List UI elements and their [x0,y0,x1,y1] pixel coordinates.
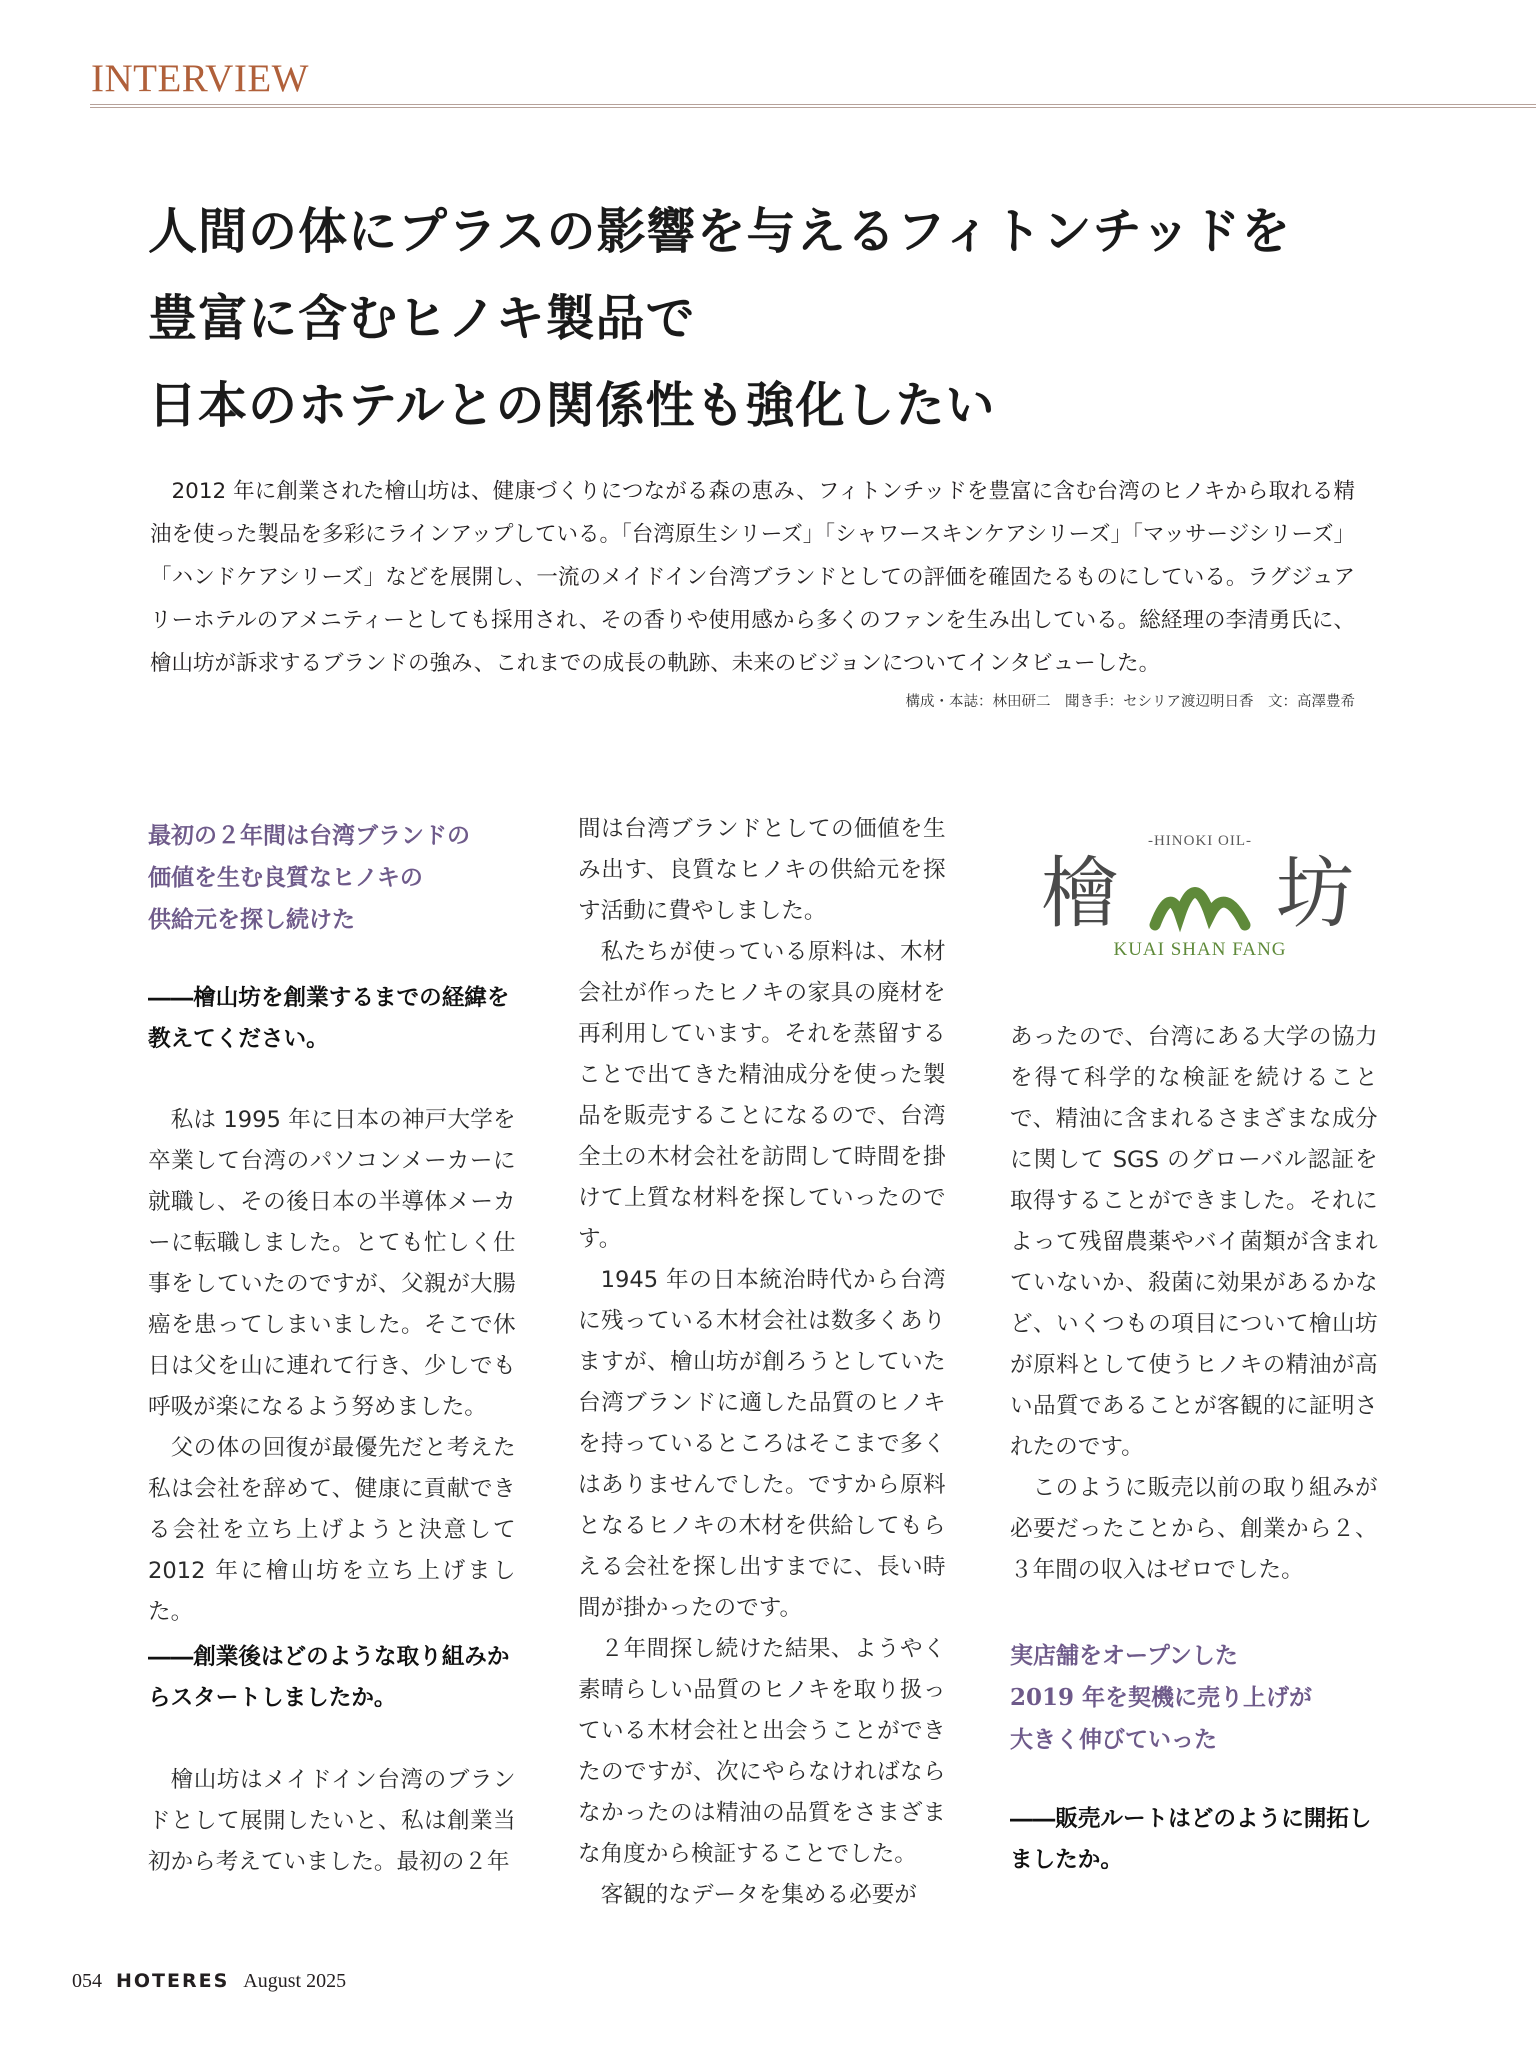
body-paragraph: あったので、台湾にある大学の協力を得て科学的な検証を続けることで、精油に含まれるさまざまな成分に関して SGS のグローバル認証を取得することができました。それによって残留農薬やバイ菌類が含まれていないか、殺菌に効果があるかなど、いくつもの項目について檜山坊が原料として使うヒノキの精油が高い品質であることが客観的に証明されたのです。 [1010,1024,1378,1460]
column-1-body [148,1100,520,1633]
logo-image [1030,815,1370,965]
column-1-body [148,1760,520,1883]
body-paragraph: 父の体の回復が最優先だと考えた私は会社を辞めて、健康に貢献できる会社を立ち上げようと決意して2012 年に檜山坊を立ち上げました。 [148,1435,516,1625]
subheading-line: 価値を生む良質なヒノキの [148,864,423,891]
body-paragraph: 檜山坊はメイドイン台湾のブランドとして展開したいと、私は創業当初から考えていました。最初の２年 [148,1767,516,1875]
subheading-line: 2019 年を契機に売り上げが [1010,1684,1313,1711]
subheading-line: 最初の２年間は台湾ブランドの [148,822,470,849]
logo-tagline: -HINOKI OIL- [1147,833,1253,849]
subheading [1010,1635,1382,1761]
page-number: 054 [72,1970,102,1992]
interview-question: ――創業後はどのような取り組みからスタートしましたか。 [148,1644,510,1711]
logo-kanji-fang: 坊 [1275,849,1355,939]
credits: 構成・本誌：林田研二 聞き手：セシリア渡辺明日香 文：高澤豊希 [905,694,1355,710]
logo-wordmark: KUAI SHAN FANG [1113,939,1287,960]
section-label: INTERVIEW [91,57,309,100]
logo-mountain-mark [1155,893,1245,926]
column-2-body [578,809,950,1916]
header-divider [90,104,1536,108]
body-paragraph: 私たちが使っている原料は、木材会社が作ったヒノキの家具の廃材を再利用しています。それを蒸留することで出てきた精油成分を使った製品を販売することになるので、台湾全土の木材会社を訪問して時間を掛けて上質な材料を探していったのです。 [578,939,946,1252]
column-3-heading [1010,1635,1382,1761]
kuai-shan-fang-logo [1030,815,1370,965]
column-3-body [1010,1017,1382,1591]
body-paragraph: 私は 1995 年に日本の神戸大学を卒業して台湾のパソコンメーカーに就職し、その後日本の半導体メーカーに転職しました。とても忙しく仕事をしていたのですが、父親が大腸癌を患ってしまいました。そこで休日は父を山に連れて行き、少しでも呼吸が楽になるよう努めました。 [148,1107,516,1420]
title-line: 日本のホテルとの関係性も強化したい [148,376,996,434]
body-paragraph: 1945 年の日本統治時代から台湾に残っている木材会社は数多くありますが、檜山坊が創ろうとしていた台湾ブランドに適した品質のヒノキを持っているところはそこまで多くはありませんでした。ですから原料となるヒノキの木材を供給してもらえる会社を探し出すまでに、長い時間が掛かったのです。 [578,1267,946,1621]
magazine-name: HOTERES [116,1970,230,1992]
subheading-line: 供給元を探し続けた [148,906,355,933]
page-footer [72,1970,346,1993]
title-line: 豊富に含むヒノキ製品で [148,289,696,347]
lead-paragraph: 2012 年に創業された檜山坊は、健康づくりにつながる森の恵み、フィトンチッドを豊富に含む台湾のヒノキから取れる精油を使った製品を多彩にラインアップしている。「台湾原生シリーズ」「シャワースキンケアシリーズ」「マッサージシリーズ」「ハンドケアシリーズ」などを展開し、一流のメイドイン台湾ブランドとしての評価を確固たるものにしている。ラグジュアリーホテルのアメニティーとしても採用され、その香りや使用感から多くのファンを生み出している。総経理の李清勇氏に、檜山坊が訴求するブランドの強み、これまでの成長の軌跡、未来のビジョンについてインタビューした。 [150,479,1355,676]
article-title [148,188,1388,449]
body-paragraph: このように販売以前の取り組みが必要だったことから、創業から２、３年間の収入はゼロでした。 [1010,1475,1378,1583]
subheading [148,815,520,941]
interview-question: ――販売ルートはどのように開拓しましたか。 [1010,1806,1372,1873]
column-1 [148,815,520,941]
body-paragraph: ２年間探し続けた結果、ようやく素晴らしい品質のヒノキを取り扱っている木材会社と出会うことができたのですが、次にやらなければならなかったのは精油の品質をさまざまな角度から検証することでした。 [578,1636,946,1867]
body-paragraph: 客観的なデータを集める必要が [600,1882,917,1908]
subheading-line: 実店舗をオープンした [1010,1642,1238,1669]
subheading-line: 大きく伸びていった [1010,1726,1217,1753]
interview-question: ――檜山坊を創業するまでの経緯を教えてください。 [148,985,510,1052]
body-paragraph: 間は台湾ブランドとしての価値を生み出す、良質なヒノキの供給元を探す活動に費やしました。 [578,816,946,924]
title-line: 人間の体にプラスの影響を与えるフィトンチッドを [148,202,1292,260]
issue-date: August 2025 [243,1970,347,1992]
logo-kanji-hinoki: 檜 [1040,849,1120,939]
